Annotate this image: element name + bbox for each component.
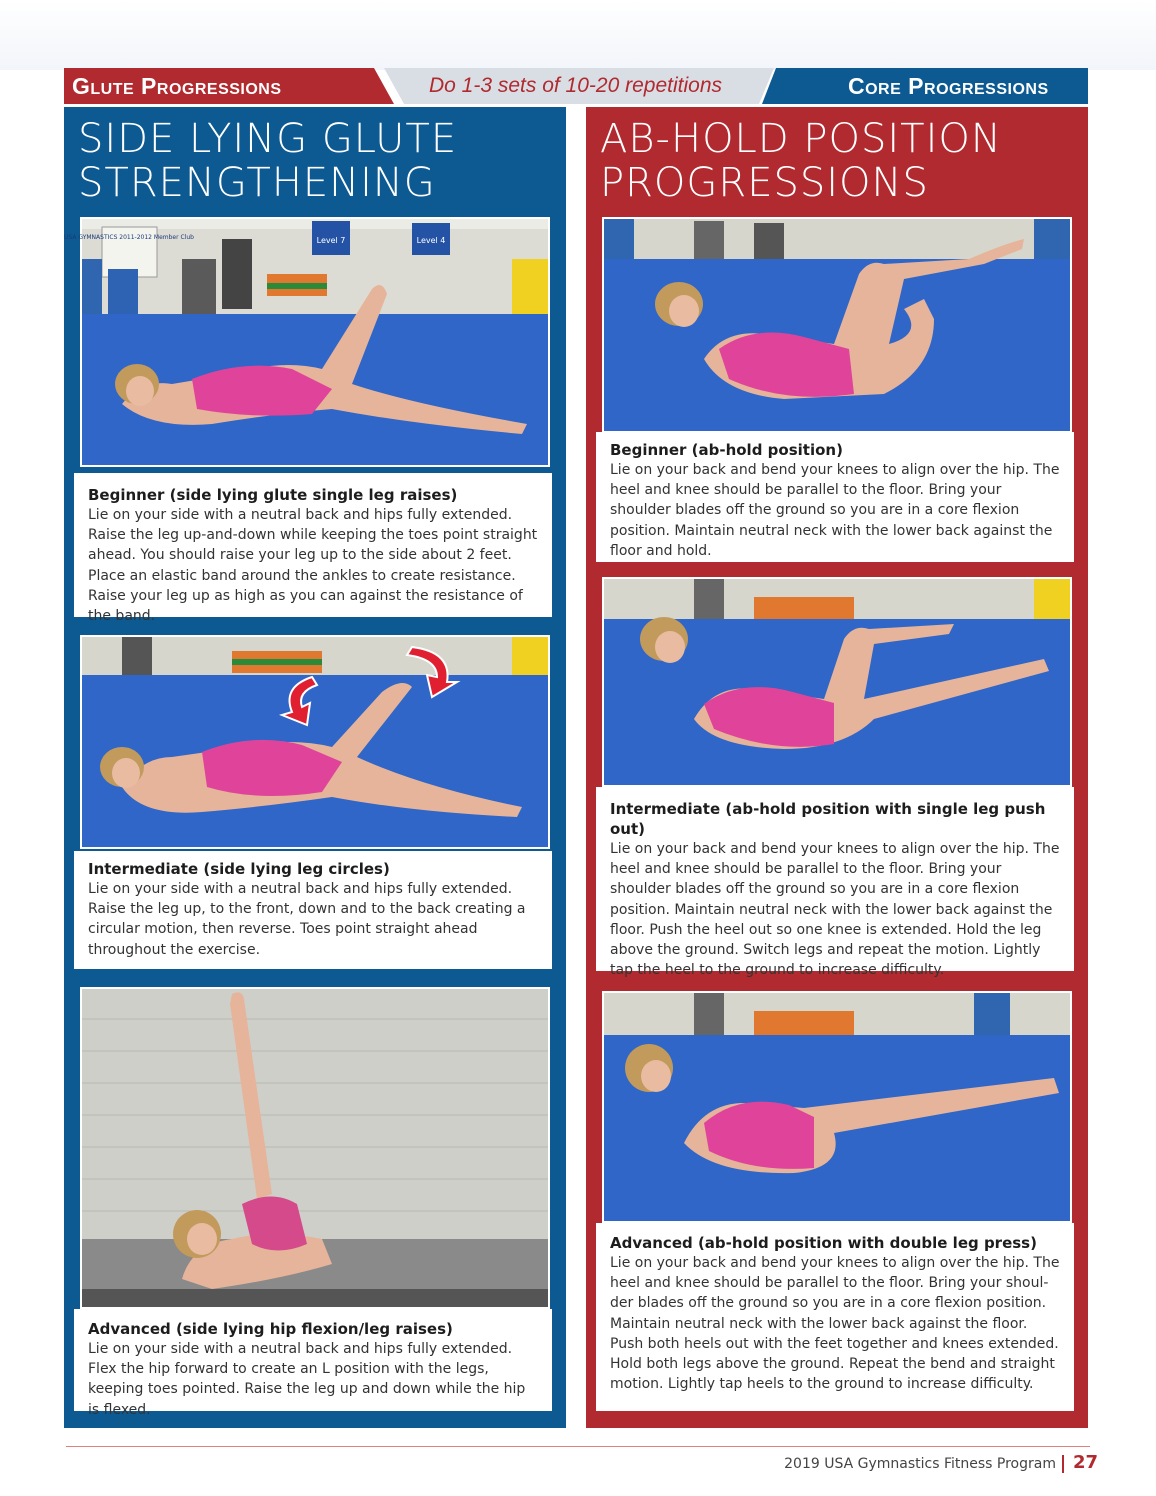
section-header-ribbon xyxy=(64,68,1088,104)
core-advanced-card xyxy=(596,1223,1074,1411)
core-beginner-card xyxy=(596,432,1074,562)
glute-advanced-photo xyxy=(80,987,550,1309)
core-intermediate-title: Intermediate (ab-hold position with single leg push out) xyxy=(610,800,1046,838)
core-title-line2: PROGRESSIONS xyxy=(600,160,929,206)
footer-separator xyxy=(1062,1455,1064,1473)
glute-intermediate-title: Intermediate (side lying leg circles) xyxy=(88,860,390,878)
core-panel-title xyxy=(600,117,1080,205)
core-progressions-label: Core Progressions xyxy=(848,73,1049,99)
glute-advanced-card xyxy=(74,1309,552,1418)
footer-publication: 2019 USA Gymnastics Fitness Program xyxy=(784,1456,1056,1472)
page-number: 27 xyxy=(1073,1452,1099,1473)
core-advanced-photo xyxy=(602,991,1072,1223)
glute-progressions-label: Glute Progressions xyxy=(72,73,282,99)
glute-title-line2: STRENGTHENING xyxy=(78,160,436,206)
core-intermediate-card xyxy=(596,787,1074,979)
glute-advanced-title: Advanced (side lying hip flexion/leg raises) xyxy=(88,1320,453,1338)
usag-sign: USA GYMNASTICS 2011-2012 Member Club xyxy=(64,234,194,241)
glute-beginner-photo xyxy=(64,217,550,467)
glute-beginner-card xyxy=(74,473,552,625)
core-beginner-photo xyxy=(602,217,1072,433)
core-advanced-title: Advanced (ab-hold position with double leg press) xyxy=(610,1234,1037,1252)
level4-sign: Level 4 xyxy=(416,236,446,245)
sets-instruction: Do 1-3 sets of 10-20 repetitions xyxy=(429,74,722,97)
level7-sign: Level 7 xyxy=(316,236,346,245)
core-advanced-text: Lie on your back and bend your knees to align over the hip. The heel and knee should be parallel to the floor. Bring your shoul-der blades off the ground so you are in a core flexion position. Maintain neutral neck with the lower back against the floor. Push both heels out with the feet together and knees extended. Hold both legs above the ground. Repeat the bend and straight motion. Lightly tap heels to the ground to increase difficulty. xyxy=(610,1255,1060,1393)
glute-intermediate-card xyxy=(74,851,552,969)
core-beginner-title: Beginner (ab-hold position) xyxy=(610,441,843,459)
core-panel xyxy=(586,107,1088,1428)
glute-advanced-text: Lie on your side with a neutral back and hips fully extended. Flex the hip forward to create an L position with the legs, keeping toes pointed. Raise the leg up and down while the hip is flexed. xyxy=(88,1341,526,1418)
footer-rule xyxy=(66,1446,1090,1447)
glute-beginner-title: Beginner (side lying glute single leg raises) xyxy=(88,486,458,504)
core-title-line1: AB-HOLD POSITION xyxy=(600,116,1002,162)
glute-intermediate-text: Lie on your side with a neutral back and hips fully extended. Raise the leg up, to the front, down and to the back creating a circular motion, then reverse. Toes point straight ahead throughout the exercise. xyxy=(88,881,526,958)
glute-beginner-text: Lie on your side with a neutral back and hips fully extended. Raise the leg up-and-down while keeping the toes point straight ahead. You should raise your leg up to the side about 2 feet. Place an elastic band around the ankles to create resistance. Raise your leg up as high as you can against the resistance of the band. xyxy=(88,507,538,625)
glute-title-line1: SIDE LYING GLUTE xyxy=(78,116,458,162)
glute-intermediate-photo xyxy=(80,635,550,849)
core-beginner-text: Lie on your back and bend your knees to align over the hip. The heel and knee should be parallel to the floor. Bring your shoulder blades off the ground so you are in a core flexion position. Maintain neutral neck with the lower back against the floor and hold. xyxy=(610,462,1060,559)
core-intermediate-text: Lie on your back and bend your knees to align over the hip. The heel and knee should be parallel to the floor. Bring your shoulder blades off the ground so you are in a core flexion position. Maintain neutral neck with the lower back against the floor. Push the heel out so one knee is extended. Hold the leg above the ground. Switch legs and repeat the motion. Lightly tap the heel to the ground to increase difficulty. xyxy=(610,841,1060,979)
glute-panel xyxy=(64,107,566,1428)
page-background xyxy=(0,0,1156,70)
core-intermediate-photo xyxy=(602,577,1072,787)
glute-panel-title xyxy=(78,117,558,205)
